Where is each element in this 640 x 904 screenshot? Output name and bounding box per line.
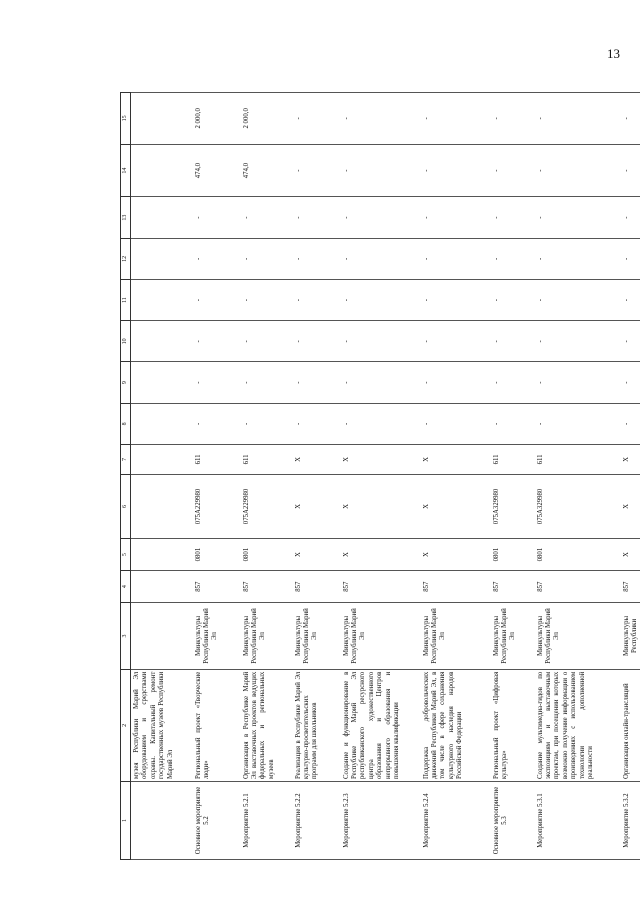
continuation-text: музея Республики Марий Эл оборудованием и средствами охраны. Капитальный ремонт государственных музеев Республики Марий Эл <box>131 669 193 781</box>
value-col-15-cell: - <box>535 93 621 145</box>
value-col-13-cell: - <box>421 197 491 238</box>
target-article-cell: X <box>421 474 491 538</box>
measure-name-cell: Мероприятие 5.3.1 <box>535 782 621 860</box>
value-col-15-cell: 2 000,0 <box>193 93 241 145</box>
value-col-10-cell: - <box>341 321 421 362</box>
table-row <box>421 93 491 860</box>
header-cell: 10 <box>121 321 131 362</box>
value-col-14-cell: - <box>535 144 621 197</box>
value-col-13-cell: - <box>341 197 421 238</box>
value-col-11-cell: - <box>341 279 421 320</box>
target-article-cell: X <box>341 474 421 538</box>
header-row <box>121 93 131 860</box>
value-col-14-cell: - <box>491 144 535 197</box>
section-code-cell: 0801 <box>535 539 621 571</box>
target-article-cell: X <box>621 474 640 538</box>
value-col-15-cell: - <box>621 93 640 145</box>
executor-cell: Минкультуры Республики Марий Эл <box>491 603 535 669</box>
value-col-10-cell: - <box>421 321 491 362</box>
measure-description-cell: Поддержка добровольческих движений Республики Марий Эл, в том числе в сфере сохранения культурного наследия народов Российской Федерации <box>421 669 491 781</box>
measure-name-cell: Мероприятие 5.2.4 <box>421 782 491 860</box>
value-col-11-cell: - <box>293 279 341 320</box>
target-article-cell: 075A329980 <box>491 474 535 538</box>
header-cell: 9 <box>121 362 131 403</box>
section-code-cell: X <box>341 539 421 571</box>
continuation-row <box>131 93 193 860</box>
value-col-10-cell: - <box>621 321 640 362</box>
value-col-13-cell: - <box>293 197 341 238</box>
value-col-15-cell: - <box>341 93 421 145</box>
value-col-8-cell: - <box>293 403 341 444</box>
measure-name-cell: Мероприятие 5.2.1 <box>241 782 293 860</box>
expense-type-cell: X <box>293 445 341 475</box>
grbs-code-cell: 857 <box>241 571 293 603</box>
value-col-13-cell: - <box>241 197 293 238</box>
value-col-8-cell: - <box>341 403 421 444</box>
value-col-14-cell: - <box>293 144 341 197</box>
value-col-8-cell: - <box>421 403 491 444</box>
executor-cell: Минкультуры Республики Марий Эл <box>421 603 491 669</box>
section-code-cell: X <box>421 539 491 571</box>
value-col-9-cell: - <box>193 362 241 403</box>
value-col-13-cell: - <box>535 197 621 238</box>
target-article-cell: 075A329980 <box>535 474 621 538</box>
table-row <box>341 93 421 860</box>
header-cell: 11 <box>121 279 131 320</box>
grbs-code-cell: 857 <box>193 571 241 603</box>
value-col-10-cell: - <box>241 321 293 362</box>
table-row <box>293 93 341 860</box>
section-code-cell: X <box>621 539 640 571</box>
value-col-12-cell: - <box>621 238 640 279</box>
value-col-15-cell: - <box>293 93 341 145</box>
value-col-15-cell: 2 000,0 <box>241 93 293 145</box>
measure-description-cell: Региональный проект «Творческие люди» <box>193 669 241 781</box>
budget-table <box>120 92 640 860</box>
target-article-cell: X <box>293 474 341 538</box>
expense-type-cell: 611 <box>491 445 535 475</box>
grbs-code-cell: 857 <box>535 571 621 603</box>
value-col-13-cell: - <box>491 197 535 238</box>
header-cell: 15 <box>121 93 131 145</box>
value-col-10-cell: - <box>193 321 241 362</box>
value-col-9-cell: - <box>341 362 421 403</box>
target-article-cell: 075A229980 <box>193 474 241 538</box>
expense-type-cell: X <box>341 445 421 475</box>
measure-name-cell: Мероприятие 5.2.2 <box>293 782 341 860</box>
value-col-10-cell: - <box>293 321 341 362</box>
page-number: 13 <box>607 46 620 61</box>
value-col-8-cell: - <box>535 403 621 444</box>
value-col-14-cell: - <box>421 144 491 197</box>
value-col-11-cell: - <box>241 279 293 320</box>
grbs-code-cell: 857 <box>293 571 341 603</box>
value-col-8-cell: - <box>621 403 640 444</box>
header-cell: 14 <box>121 144 131 197</box>
header-cell: 12 <box>121 238 131 279</box>
grbs-code-cell: 857 <box>621 571 640 603</box>
measure-name-cell: Мероприятие 5.2.3 <box>341 782 421 860</box>
value-col-12-cell: - <box>535 238 621 279</box>
header-cell: 3 <box>121 603 131 669</box>
executor-cell: Минкультуры Республики <box>621 603 640 669</box>
value-col-8-cell: - <box>193 403 241 444</box>
value-col-15-cell: - <box>421 93 491 145</box>
measure-name-cell: Основное мероприятие 5.2 <box>193 782 241 860</box>
value-col-9-cell: - <box>491 362 535 403</box>
header-cell: 8 <box>121 403 131 444</box>
value-col-11-cell: - <box>491 279 535 320</box>
measure-description-cell: Региональный проект «Цифровая культура» <box>491 669 535 781</box>
section-code-cell: 0801 <box>491 539 535 571</box>
measure-description-cell: Организация в Республике Марий Эл выставочных проектов ведущих федеральных и региональных музеев <box>241 669 293 781</box>
grbs-code-cell: 857 <box>491 571 535 603</box>
value-col-11-cell: - <box>621 279 640 320</box>
value-col-9-cell: - <box>293 362 341 403</box>
value-col-8-cell: - <box>241 403 293 444</box>
value-col-13-cell: - <box>193 197 241 238</box>
header-cell: 6 <box>121 474 131 538</box>
measure-description-cell: Организация онлайн-трансляций <box>621 669 640 781</box>
table-row <box>621 93 640 860</box>
value-col-14-cell: 474,0 <box>241 144 293 197</box>
target-article-cell: 075A229980 <box>241 474 293 538</box>
table-row <box>491 93 535 860</box>
expense-type-cell: 611 <box>193 445 241 475</box>
value-col-9-cell: - <box>621 362 640 403</box>
grbs-code-cell: 857 <box>421 571 491 603</box>
value-col-14-cell: - <box>621 144 640 197</box>
expense-type-cell: 611 <box>535 445 621 475</box>
value-col-12-cell: - <box>241 238 293 279</box>
value-col-11-cell: - <box>421 279 491 320</box>
value-col-14-cell: 474,0 <box>193 144 241 197</box>
executor-cell: Минкультуры Республики Марий Эл <box>241 603 293 669</box>
section-code-cell: X <box>293 539 341 571</box>
value-col-10-cell: - <box>491 321 535 362</box>
value-col-9-cell: - <box>535 362 621 403</box>
header-cell: 4 <box>121 571 131 603</box>
value-col-11-cell: - <box>535 279 621 320</box>
table-row <box>193 93 241 860</box>
header-cell: 7 <box>121 445 131 475</box>
value-col-13-cell: - <box>621 197 640 238</box>
expense-type-cell: X <box>621 445 640 475</box>
executor-cell: Минкультуры Республики Марий Эл <box>535 603 621 669</box>
section-code-cell: 0801 <box>241 539 293 571</box>
value-col-12-cell: - <box>293 238 341 279</box>
header-cell: 2 <box>121 669 131 781</box>
value-col-11-cell: - <box>193 279 241 320</box>
expense-type-cell: X <box>421 445 491 475</box>
measure-description-cell: Реализация в Республике Марий Эл культурно-просветительских программ для школьников <box>293 669 341 781</box>
value-col-12-cell: - <box>193 238 241 279</box>
value-col-8-cell: - <box>491 403 535 444</box>
measure-description-cell: Создание и функционирование в Республике Марий Эл республиканского ресурсного центра художественного образования и Центров непрерывного образования и повышения квалификации <box>341 669 421 781</box>
value-col-14-cell: - <box>341 144 421 197</box>
section-code-cell: 0801 <box>193 539 241 571</box>
grbs-code-cell: 857 <box>341 571 421 603</box>
header-cell: 1 <box>121 782 131 860</box>
header-cell: 5 <box>121 539 131 571</box>
measure-description-cell: Создание мультимедиа-гидов по экспозициям и выставочным проектам, при посещении которых возможно получение информации о произведениях с использованием технологии дополненной реальности <box>535 669 621 781</box>
measure-name-cell: Основное мероприятие 5.3 <box>491 782 535 860</box>
value-col-12-cell: - <box>421 238 491 279</box>
value-col-15-cell: - <box>491 93 535 145</box>
executor-cell: Минкультуры Республики Марий Эл <box>293 603 341 669</box>
value-col-12-cell: - <box>341 238 421 279</box>
measure-name-cell: Мероприятие 5.3.2 <box>621 782 640 860</box>
executor-cell: Минкультуры Республики Марий Эл <box>341 603 421 669</box>
table-row <box>535 93 621 860</box>
value-col-10-cell: - <box>535 321 621 362</box>
value-col-9-cell: - <box>241 362 293 403</box>
value-col-12-cell: - <box>491 238 535 279</box>
value-col-9-cell: - <box>421 362 491 403</box>
expense-type-cell: 611 <box>241 445 293 475</box>
table-row <box>241 93 293 860</box>
rotated-table-container <box>120 92 640 860</box>
executor-cell: Минкультуры Республики Марий Эл <box>193 603 241 669</box>
header-cell: 13 <box>121 197 131 238</box>
